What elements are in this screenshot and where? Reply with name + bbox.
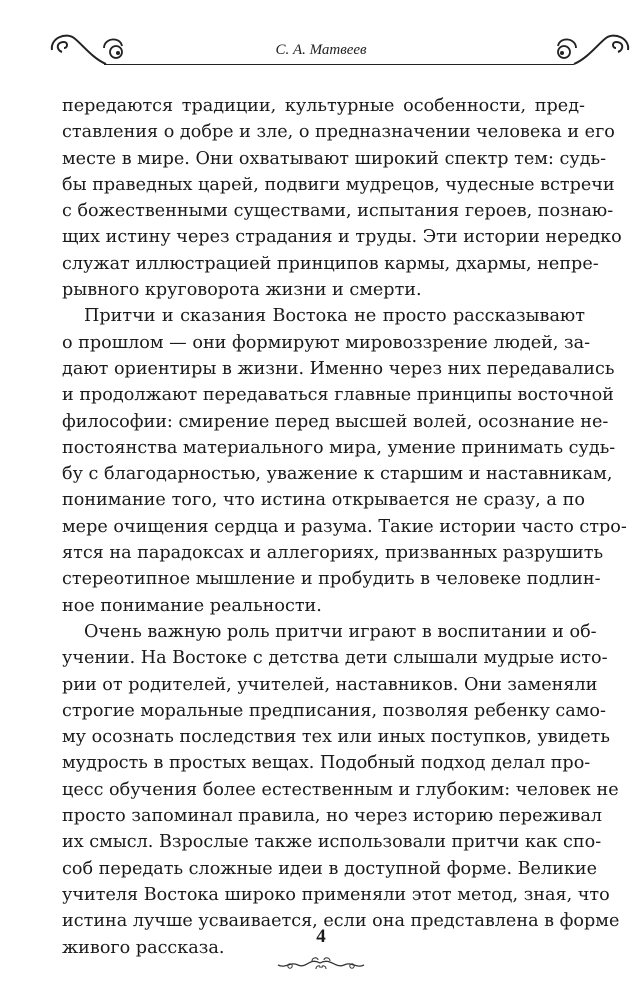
text-line: цесс обучения более естественным и глубоким: человек не bbox=[62, 779, 619, 800]
text-line: о прошлом — они формируют мировоззрение людей, за- bbox=[62, 332, 591, 353]
header-rule bbox=[104, 64, 574, 65]
text-line: бу с благодарностью, уважение к старшим и наставникам, bbox=[62, 464, 613, 485]
text-line: ставления о добре и зле, о предназначении человека и его bbox=[62, 122, 615, 143]
text-line: рии от родителей, учителей, наставников. Они заменяли bbox=[62, 674, 598, 695]
text-line: месте в мире. Они охватывают широкий спектр тем: судь- bbox=[62, 148, 607, 169]
text-line: постоянства материального мира, умение принимать судь- bbox=[62, 437, 616, 458]
text-line: мере очищения сердца и разума. Такие истории часто стро- bbox=[62, 516, 627, 537]
text-line: му осознать последствия тех или иных поступков, увидеть bbox=[62, 727, 610, 748]
body-text bbox=[62, 93, 627, 961]
text-line: бы праведных царей, подвиги мудрецов, чудесные встречи bbox=[62, 174, 615, 195]
text-line: ятся на парадоксах и аллегориях, призванных разрушить bbox=[62, 543, 604, 564]
running-header bbox=[0, 20, 642, 80]
text-line: ное понимание реальности. bbox=[62, 595, 322, 616]
text-line: рывного круговорота жизни и смерти. bbox=[62, 280, 422, 301]
right-flourish-icon bbox=[552, 28, 632, 68]
text-line: понимание того, что истина открывается не сразу, а по bbox=[62, 490, 585, 511]
text-line: передаются традиции, культурные особенности, пред- bbox=[62, 96, 585, 116]
footer-flourish-icon bbox=[276, 955, 366, 973]
page-number: 4 bbox=[316, 926, 326, 947]
text-line: Очень важную роль притчи играют в воспитании и об- bbox=[84, 621, 597, 642]
text-line: философии: смирение перед высшей волей, осознание не- bbox=[62, 411, 609, 432]
text-line: с божественными существами, испытания героев, познаю- bbox=[62, 201, 614, 222]
text-line: строгие моральные предписания, позволяя ребенку само- bbox=[62, 700, 606, 721]
text-line: щих истину через страдания и труды. Эти истории нередко bbox=[62, 227, 622, 248]
paragraph bbox=[62, 93, 622, 303]
paragraph bbox=[62, 303, 627, 619]
text-line: дают ориентиры в жизни. Именно через них передавались bbox=[62, 358, 615, 379]
author-name: С. А. Матвеев bbox=[275, 42, 367, 58]
text-line: стереотипное мышление и пробудить в человеке подлин- bbox=[62, 569, 601, 590]
text-line: служат иллюстрацией принципов кармы, дхармы, непре- bbox=[62, 253, 599, 274]
text-line: учителя Востока широко применяли этот метод, зная, что bbox=[62, 884, 610, 905]
text-line: соб передать сложные идеи в доступной форме. Великие bbox=[62, 858, 598, 879]
text-line: просто запоминал правила, но через историю переживал bbox=[62, 806, 603, 827]
text-line: и продолжают передаваться главные принципы восточной bbox=[62, 385, 614, 406]
text-line: мудрость в простых вещах. Подобный подход делал про- bbox=[62, 753, 591, 774]
text-line: учении. На Востоке с детства дети слышали мудрые исто- bbox=[62, 648, 608, 669]
text-line: живого рассказа. bbox=[62, 937, 225, 958]
text-line: истина лучше усваивается, если она представлена в форме bbox=[62, 911, 620, 932]
text-line: их смысл. Взрослые также использовали притчи как спо- bbox=[62, 832, 602, 853]
text-line: Притчи и сказания Востока не просто рассказывают bbox=[84, 306, 585, 327]
paragraph bbox=[62, 619, 620, 961]
